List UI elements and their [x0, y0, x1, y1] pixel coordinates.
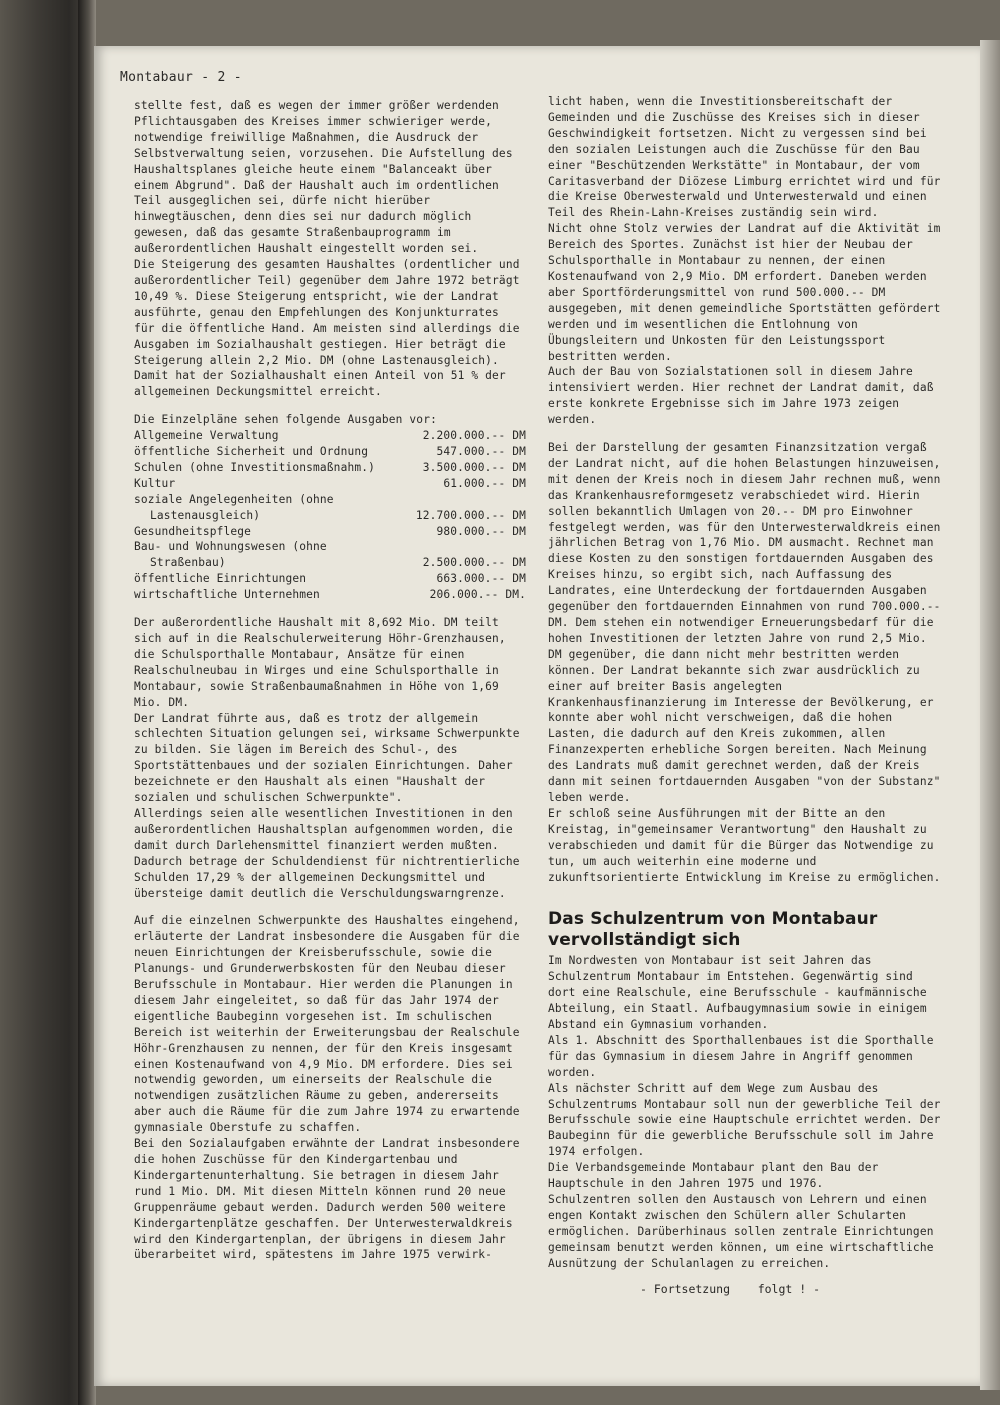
paragraph: Die Steigerung des gesamten Haushaltes (ordentlicher und außerordentlicher Teil) gegenüber dem Jahre 1972 beträgt 10,49 %. Diese Steigerung entspricht, wie der Landrat ausführte, genau den Empfehlungen des Konjunkturrates für die öffentliche Hand. Am meisten sind allerdings die Ausgaben im Sozialhaushalt gestiegen. Hier beträgt die Steigerung allein 2,2 Mio. DM (ohne Lastenausgleich). Damit hat der Sozialhaushalt einen Anteil von 51 % der allgemeinen Deckungsmittel erreicht.: [134, 258, 520, 399]
budget-row: [134, 539, 526, 555]
budget-label: Bau- und Wohnungswesen (ohne: [134, 540, 327, 554]
budget-row: [134, 571, 526, 587]
budget-label: Gesundheitspflege: [134, 524, 252, 538]
paragraph: stellte fest, daß es wegen der immer größer werdenden Pflichtausgaben des Kreises immer schwieriger werde, notwendige freiwillige Maßnahmen, die Ausdruck der Selbstverwaltung seien, vorzusehen. Die Aufstellung des Haushaltsplanes gleiche heute einem "Balanceakt über einem Abgrund". Daß der Haushalt auch im ordentlichen Teil ausgeglichen sei, dürfe nicht hierüber hinwegtäuschen, denn dies sei nur dadurch möglich gewesen, daß das gesamte Straßenbauprogramm im außerordentlichen Haushalt eingestellt worden sei.: [134, 99, 513, 256]
paragraph: licht haben, wenn die Investitionsbereitschaft der Gemeinden und die Zuschüsse des Kreises sich in dieser Geschwindigkeit fortsetzen. Nicht zu vergessen sind bei den sozialen Leistungen auch die Zuschüsse für den Bau einer "Beschützenden Werkstätte" in Montabaur, der vom Caritasverband der Diözese Limburg errichtet wird und für die Kreise Oberwesterwald und Unterwesterwald und einen Teil des Rhein-Lahn-Kreises zuständig sein wird.: [548, 95, 941, 220]
budget-amount: 663.000.-- DM: [436, 572, 526, 586]
budget-amount: 12.700.000.-- DM: [415, 508, 526, 522]
budget-row: [134, 460, 526, 476]
budget-amount: [386, 492, 526, 508]
paragraph: Nicht ohne Stolz verwies der Landrat auf die Aktivität im Bereich des Sportes. Zunächst ist hier der Neubau der Schulsporthalle in Montabaur zu nennen, der einen Kostenaufwand von 2,9 Mio. DM erfordert. Daneben werden aber Sportförderungsmittel von rund 500.000.-- DM ausgegeben, mit denen gemeindliche Sportstätten gefördert werden und im wesentlichen die Entlohnung von Übungsleitern und Unkosten für den Leistungssport bestritten werden.: [548, 222, 941, 363]
budget-amount: [386, 539, 526, 555]
paragraph: Der außerordentliche Haushalt mit 8,692 Mio. DM teilt sich auf in die Realschulerweiterung Höhr-Grenzhausen, die Schulsporthalle Montabaur, Ansätze für einen Realschulneubau in Wirges und eine Schulsporthalle in Montabaur, sowie Straßenbaumaßnahmen in Höhe von 1,69 Mio. DM.: [134, 616, 506, 709]
budget-table: [134, 428, 526, 603]
budget-label: öffentliche Sicherheit und Ordnung: [134, 445, 369, 459]
budget-amount: 3.500.000.-- DM: [422, 460, 526, 474]
paragraph: Auf die einzelnen Schwerpunkte des Haushaltes eingehend, erläuterte der Landrat insbesondere die Ausgaben für die neuen Einrichtungen der Kreisberufsschule, sowie die Planungs- und Grunderwerbskosten für den Neubau dieser Berufsschule in Montabaur. Hier werden die Planungen in diesem Jahr eingeleitet, so daß für das Jahr 1974 der eigentliche Baubeginn vorgesehen ist. Im schulischen Bereich ist weiterhin der Erweiterungsbau der Realschule Höhr-Grenzhausen zu nennen, der für den Kreis insgesamt einen Kostenaufwand von 4,9 Mio. DM erfordere. Dies sei notwendig geworden, um einerseits der Realschule die notwendigen zusätzlichen Räume zu geben, andererseits aber auch die Räume für die zum Jahre 1974 zu erwartende gymnasiale Oberstufe zu schaffen.: [134, 914, 520, 1135]
section-title: Das Schulzentrum von Montabaur vervollständigt sich: [548, 909, 878, 951]
budget-amount: 61.000.-- DM: [443, 476, 526, 490]
right-column: [548, 94, 942, 1272]
page-stack-edge: [980, 40, 1000, 1390]
budget-label: Straßenbau): [150, 556, 226, 570]
paragraph: Der Landrat führte aus, daß es trotz der allgemein schlechten Situation gelungen sei, wirksame Schwerpunkte zu bilden. Sie lägen im Bereich des Schul-, des Sportstättenbaues und der sozialen Einrichtungen. Daher bezeichnete er den Haushalt als einen "Haushalt der sozialen und schulischen Schwerpunkte".: [134, 711, 520, 805]
paragraph: Als nächster Schritt auf dem Wege zum Ausbau des Schulzentrums Montabaur soll nun der gewerbliche Teil der Berufsschule sowie eine Hauptschule errichtet werden. Der Baubeginn für die gewerbliche Berufsschule soll im Jahre 1974 erfolgen.: [548, 1081, 941, 1159]
budget-label: Lastenausgleich): [150, 508, 261, 522]
paragraph: Als 1. Abschnitt des Sporthallenbaues ist die Sporthalle für das Gymnasium in diesem Jahre in Angriff genommen worden.: [548, 1033, 934, 1079]
budget-row: [134, 444, 526, 460]
budget-label: wirtschaftliche Unternehmen: [134, 588, 320, 602]
budget-amount: 2.500.000.-- DM: [422, 556, 526, 570]
page-header: Montabaur - 2 -: [120, 70, 242, 85]
budget-row: [134, 492, 526, 508]
budget-row: [134, 587, 526, 603]
budget-amount: 2.200.000.-- DM: [422, 429, 526, 443]
budget-row: [134, 555, 526, 571]
budget-label: Allgemeine Verwaltung: [134, 429, 279, 443]
budget-row: [134, 428, 526, 444]
budget-row: [134, 476, 526, 492]
paragraph: Die Verbandsgemeinde Montabaur plant den Bau der Hauptschule in den Jahren 1975 und 1976.: [548, 1161, 879, 1191]
budget-label: öffentliche Einrichtungen: [134, 572, 307, 586]
budget-intro: Die Einzelpläne sehen folgende Ausgaben vor:: [134, 413, 437, 427]
budget-row: [134, 508, 526, 524]
paragraph: Im Nordwesten von Montabaur ist seit Jahren das Schulzentrum Montabaur im Entstehen. Gegenwärtig sind dort eine Realschule, eine Berufsschule - kaufmännische Abteilung, ein Staatl. Aufbaugymnasium sowie in einigem Abstand ein Gymnasium vorhanden.: [548, 954, 927, 1032]
budget-label: Kultur: [134, 476, 176, 490]
paragraph: Bei der Darstellung der gesamten Finanzsitzation vergaß der Landrat nicht, auf die hohen Belastungen hinzuweisen, mit denen der Kreis noch in diesem Jahr rechnen muß, wenn das Krankenhausreformgesetz verabschiedet wird. Hierin sollen bekanntlich Umlagen von 20.-- DM pro Einwohner festgelegt werden, was für den Unterwesterwaldkreis einen jährlichen Betrag von 1,76 Mio. DM ausmacht. Rechnet man diese Kosten zu den sonstigen fortdauernden Ausgaben des Kreises hinzu, so ergibt sich, nach Auffassung des Landrates, eine Unterdeckung der fortdauernden Ausgaben gegenüber den fortdauernden Einnahmen von rund 700.000.-- DM. Dem stehen ein notwendiger Erneuerungsbedarf für die hohen Investitionen der letzten Jahre von rund 2,5 Mio. DM gegenüber, die dann nicht mehr bestritten werden können. Der Landrat bekannte sich zwar ausdrücklich zu einer auf breiter Basis angelegten Krankenhausfinanzierung im Interesse der Bevölkerung, er konnte aber wohl nicht verschweigen, daß die hohen Lasten, die dadurch auf den Kreis zukommen, allen Finanzexperten erhebliche Sorgen bereiten. Nach Meinung des Landrats muß damit gerechnet werden, daß der Kreis dann mit seinen fortdauernden Ausgaben "von der Substanz" leben werde.: [548, 441, 941, 804]
paragraph: Er schloß seine Ausführungen mit der Bitte an den Kreistag, in"gemeinsamer Verantwortung" den Haushalt zu verabschieden und damit für die Bürger das Notwendige zu tun, um auch weiterhin eine moderne und zukunftsorientierte Entwicklung im Kreise zu ermöglichen.: [548, 806, 941, 884]
budget-amount: 206.000.-- DM.: [429, 588, 526, 602]
budget-label: soziale Angelegenheiten (ohne: [134, 492, 334, 506]
budget-row: [134, 524, 526, 540]
budget-amount: 547.000.-- DM: [436, 445, 526, 459]
continuation-note: - Fortsetzung folgt ! -: [640, 1282, 821, 1296]
paragraph: Schulzentren sollen den Austausch von Lehrern und einen engen Kontakt zwischen den Schülern aller Schularten ermöglichen. Darüberhinaus sollen zentrale Einrichtungen gemeinsam benutzt werden können, um eine wirtschaftliche Ausnützung der Schulanlagen zu erreichen.: [548, 1193, 934, 1270]
paragraph: Bei den Sozialaufgaben erwähnte der Landrat insbesondere die hohen Zuschüsse für den Kindergartenbau und Kindergartenunterhaltung. Sie betragen in diesem Jahr rund 1 Mio. DM. Mit diesen Mitteln können rund 20 neue Gruppenräume gebaut werden. Dadurch werden 500 weitere Kindergartenplätze geschaffen. Der Unterwesterwaldkreis wird den Kindergartenplan, der übrigens in diesem Jahr überarbeitet wird, spätestens im Jahre 1975 verwirk-: [134, 1137, 520, 1262]
budget-amount: 980.000.-- DM: [436, 524, 526, 538]
paragraph: Allerdings seien alle wesentlichen Investitionen in den außerordentlichen Haushaltsplan aufgenommen worden, die damit durch Darlehensmittel finanziert werden mußten. Dadurch betrage der Schuldendienst für nichtrentierliche Schulden 17,29 % der allgemeinen Deckungsmittel und übersteige damit deutlich die Verschuldungswarngrenze.: [134, 806, 520, 900]
budget-label: Schulen (ohne Investitionsmaßnahm.): [134, 460, 375, 474]
paragraph: Auch der Bau von Sozialstationen soll in diesem Jahre intensiviert werden. Hier rechnet der Landrat damit, daß erste konkrete Ergebnisse sich im Jahre 1973 zeigen werden.: [548, 365, 934, 427]
left-column: [134, 98, 526, 1263]
